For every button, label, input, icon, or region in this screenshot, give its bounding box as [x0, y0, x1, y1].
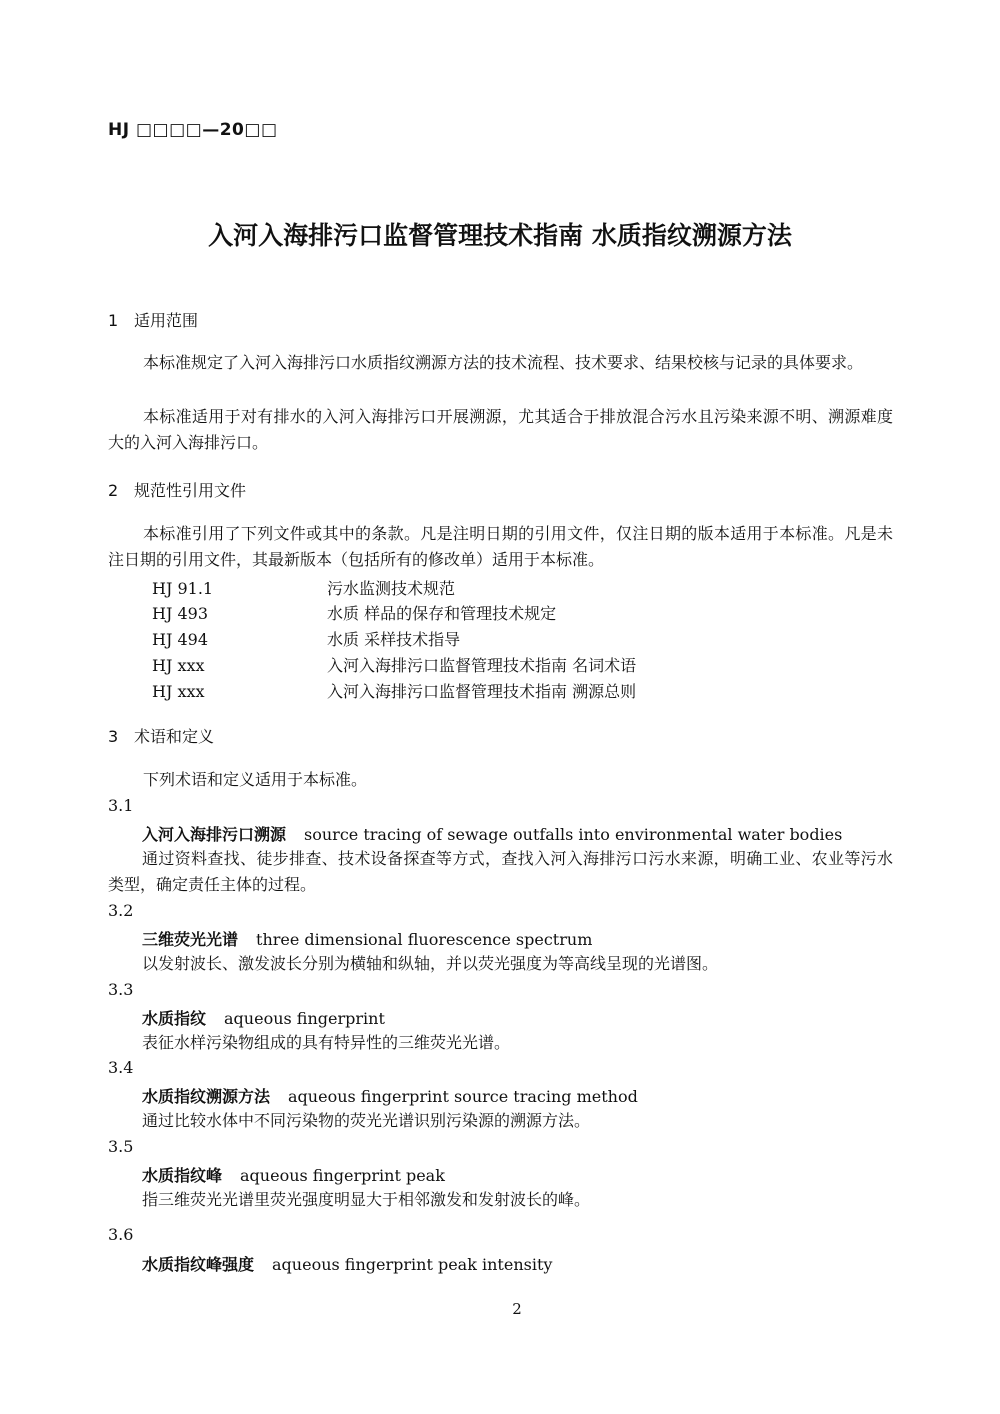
- term-chinese: 水质指纹溯源方法: [142, 1087, 271, 1106]
- term-english: aqueous fingerprint peak: [240, 1166, 445, 1185]
- term-english: source tracing of sewage outfalls into environmental water bodies: [304, 825, 843, 844]
- document-title: 入河入海排污口监督管理技术指南 水质指纹溯源方法: [208, 221, 792, 250]
- section-1-paragraph-2: 本标准适用于对有排水的入河入海排污口开展溯源，尤其适合于排放混合污水且污染来源不明、溯源难度大的入河入海排污口。: [108, 407, 893, 452]
- section-title: 术语和定义: [134, 727, 215, 746]
- reference-name: 水质 样品的保存和管理技术规定: [327, 604, 557, 623]
- term-definition: 表征水样污染物组成的具有特异性的三维荧光光谱。: [142, 1033, 511, 1052]
- section-title: 规范性引用文件: [134, 481, 247, 500]
- term-heading: [142, 822, 842, 845]
- section-number: 3: [108, 727, 119, 746]
- term-number: 3.5: [108, 1137, 134, 1156]
- page-number: 2: [512, 1300, 522, 1318]
- term-heading: [142, 1006, 385, 1029]
- term-chinese: 水质指纹: [142, 1009, 207, 1028]
- term-number: 3.4: [108, 1058, 134, 1077]
- reference-code: HJ 91.1: [152, 579, 214, 598]
- term-english: aqueous fingerprint peak intensity: [272, 1255, 553, 1274]
- term-number: 3.2: [108, 901, 134, 920]
- reference-item: [152, 576, 455, 599]
- reference-name: 入河入海排污口监督管理技术指南 名词术语: [327, 656, 637, 675]
- reference-code: HJ 494: [152, 630, 208, 649]
- term-chinese: 水质指纹峰: [142, 1166, 223, 1185]
- term-definition: 通过比较水体中不同污染物的荧光光谱识别污染源的溯源方法。: [142, 1111, 591, 1130]
- reference-item: [152, 679, 636, 702]
- term-english: three dimensional fluorescence spectrum: [256, 930, 593, 949]
- term-definition: 指三维荧光光谱里荧光强度明显大于相邻激发和发射波长的峰。: [142, 1190, 591, 1209]
- term-heading: [142, 927, 592, 950]
- term-number: 3.3: [108, 980, 134, 999]
- section-1-paragraph-1: 本标准规定了入河入海排污口水质指纹溯源方法的技术流程、技术要求、结果校核与记录的具体要求。: [143, 353, 864, 372]
- section-number: 1: [108, 311, 119, 330]
- section-3-heading: [108, 724, 214, 747]
- reference-code: HJ 493: [152, 604, 208, 623]
- reference-name: 水质 采样技术指导: [327, 630, 461, 649]
- term-heading: [142, 1252, 552, 1275]
- term-chinese: 水质指纹峰强度: [142, 1255, 255, 1274]
- section-2-paragraph-1: 本标准引用了下列文件或其中的条款。凡是注明日期的引用文件，仅注日期的版本适用于本标准。凡是未注日期的引用文件，其最新版本（包括所有的修改单）适用于本标准。: [108, 524, 893, 569]
- reference-name: 入河入海排污口监督管理技术指南 溯源总则: [327, 682, 637, 701]
- section-title: 适用范围: [134, 311, 199, 330]
- term-heading: [142, 1084, 638, 1107]
- term-english: aqueous fingerprint source tracing method: [288, 1087, 638, 1106]
- term-definition: 通过资料查找、徒步排查、技术设备探查等方式，查找入河入海排污口污水来源，明确工业、农业等污水类型，确定责任主体的过程。: [108, 849, 893, 894]
- reference-item: [152, 627, 460, 650]
- term-definition: 以发射波长、激发波长分别为横轴和纵轴，并以荧光强度为等高线呈现的光谱图。: [142, 954, 719, 973]
- term-english: aqueous fingerprint: [224, 1009, 385, 1028]
- term-number: 3.6: [108, 1225, 134, 1244]
- reference-code: HJ xxx: [152, 682, 205, 701]
- reference-item: [152, 601, 556, 624]
- term-heading: [142, 1163, 445, 1186]
- term-chinese: 三维荧光光谱: [142, 930, 239, 949]
- reference-item: [152, 653, 636, 676]
- reference-code: HJ xxx: [152, 656, 205, 675]
- term-number: 3.1: [108, 796, 134, 815]
- section-3-intro: 下列术语和定义适用于本标准。: [143, 770, 368, 789]
- reference-name: 污水监测技术规范: [327, 579, 456, 598]
- section-1-heading: [108, 308, 198, 331]
- standard-code-header: HJ □□□□—20□□: [108, 120, 278, 140]
- term-chinese: 入河入海排污口溯源: [142, 825, 287, 844]
- section-number: 2: [108, 481, 119, 500]
- section-2-heading: [108, 478, 246, 501]
